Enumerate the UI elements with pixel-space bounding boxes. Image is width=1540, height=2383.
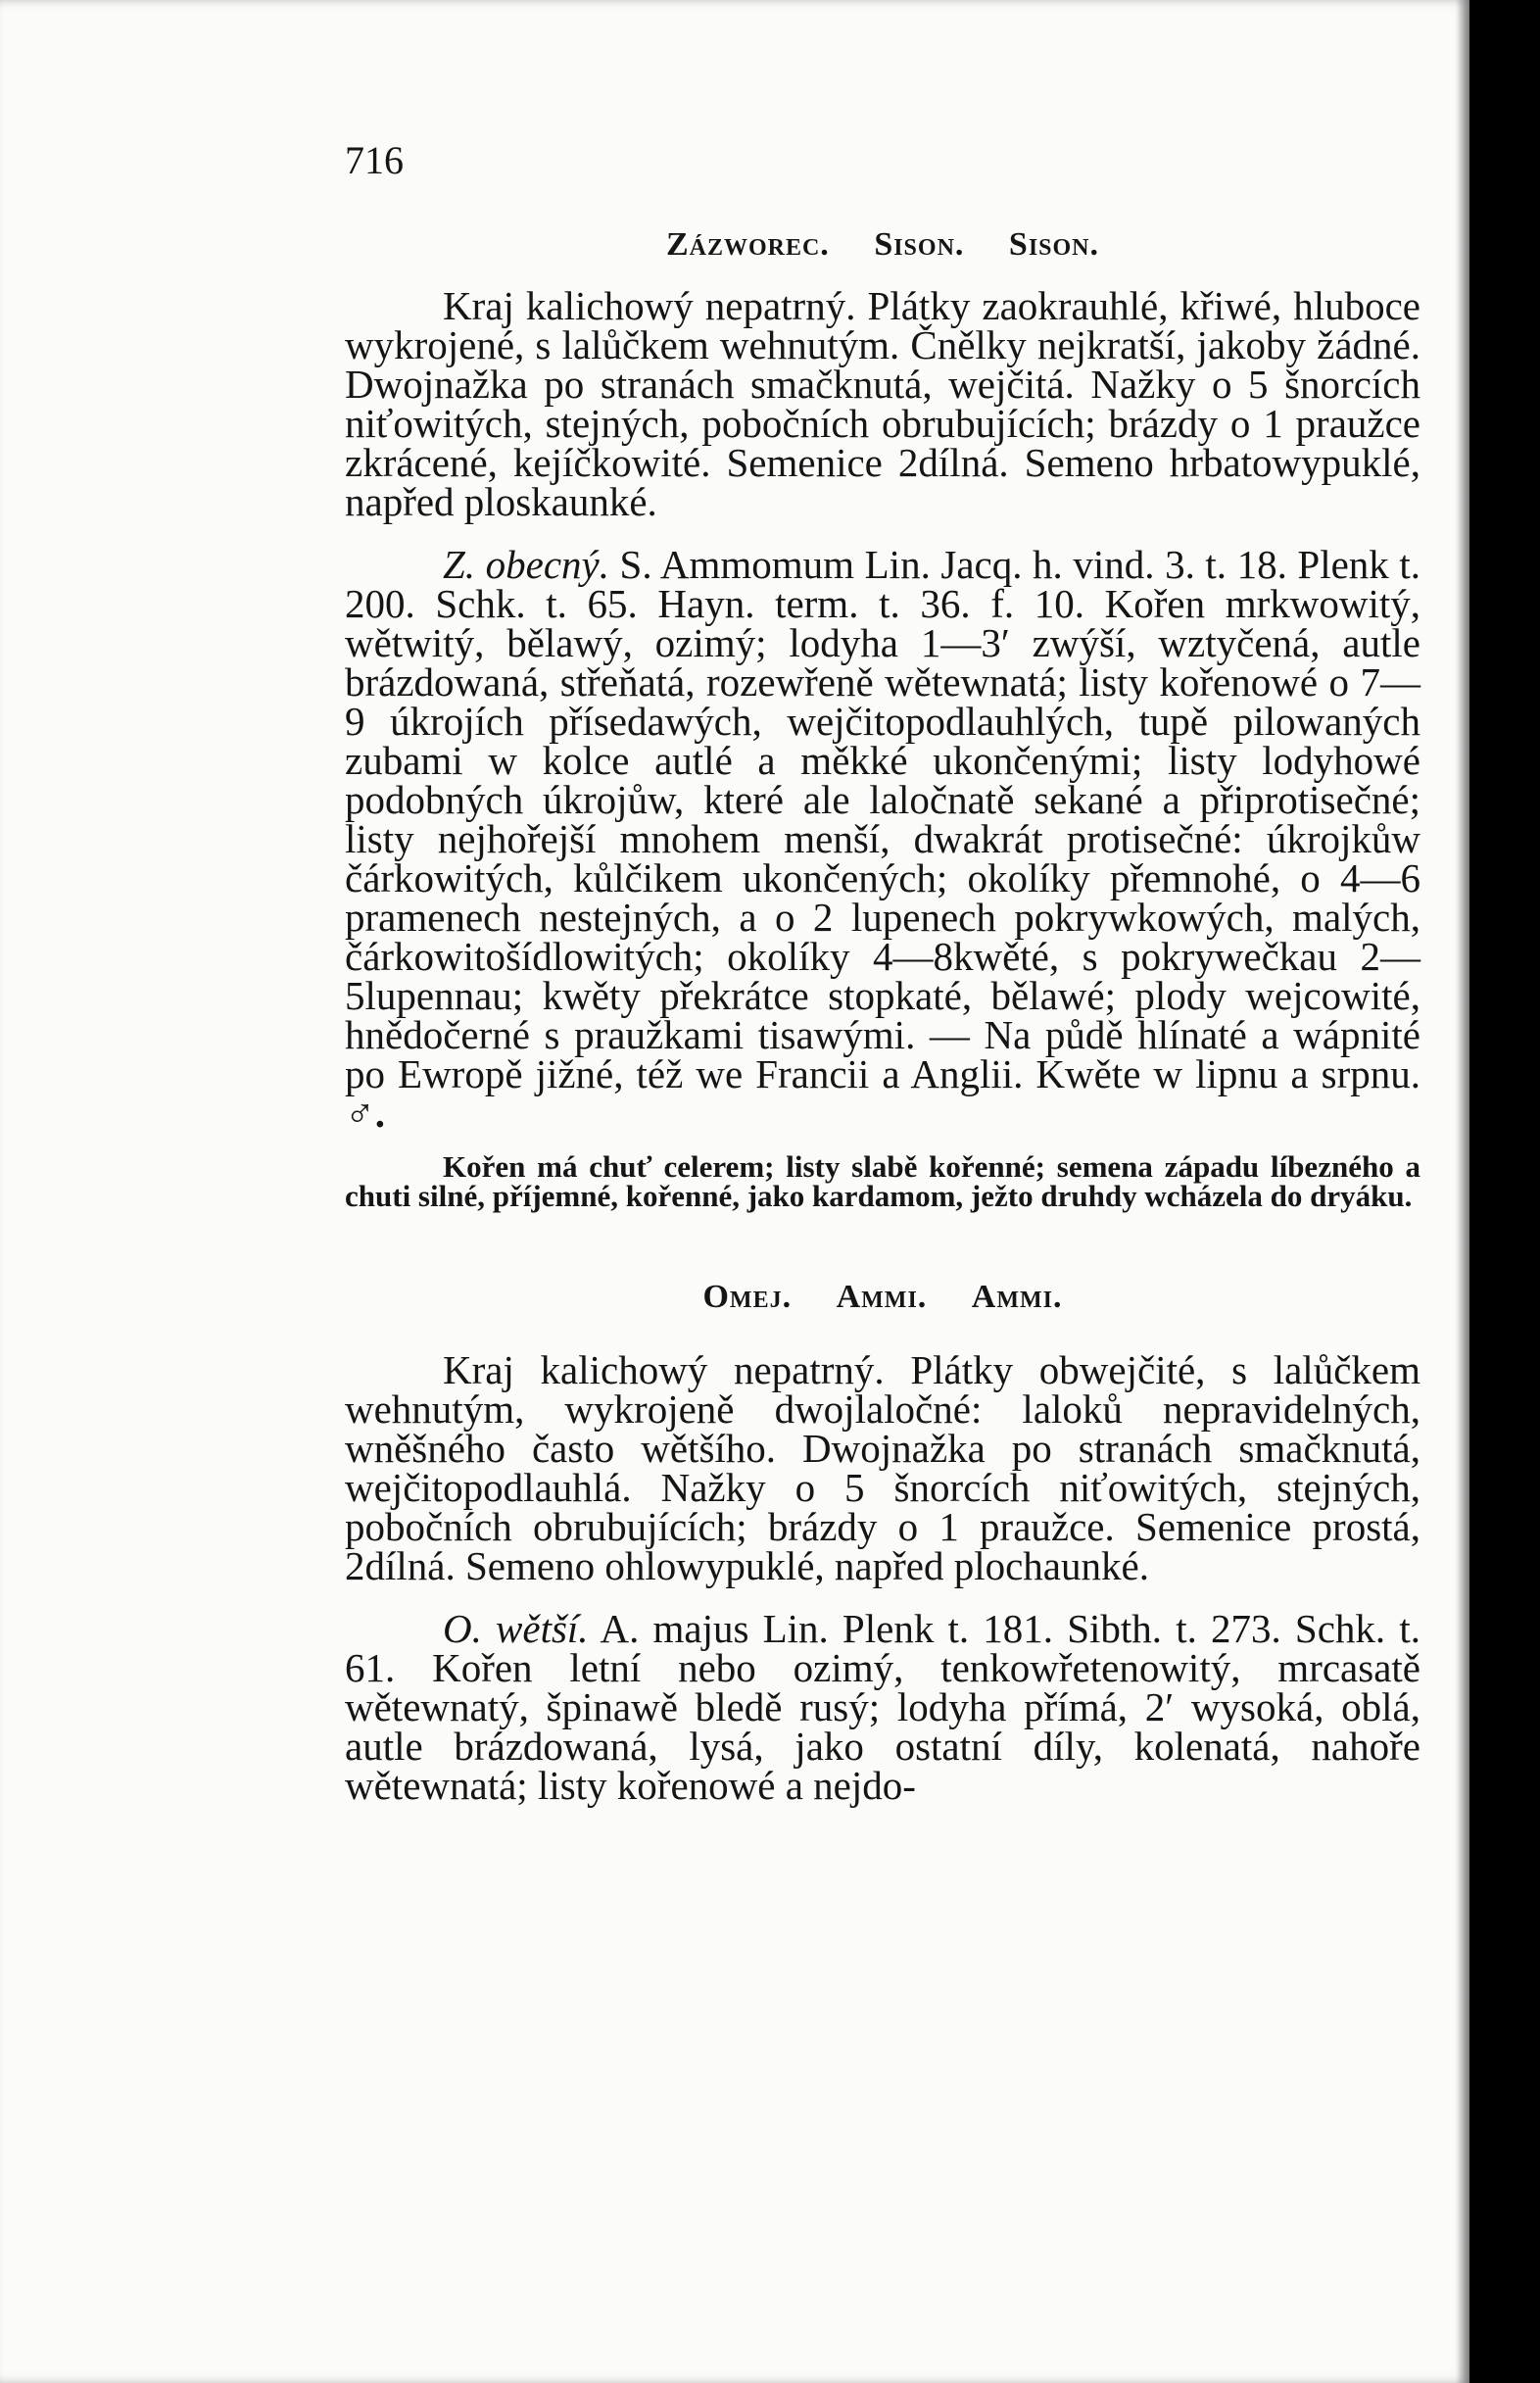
species-text: A. majus Lin. Plenk t. 181. Sibth. t. 273. Schk. t. 61. Kořen letní nebo ozimý, tenkowřetenowitý, mrcasatě wětewnatý, špinawě bledě rusý; lodyha přímá, 2′ wysoká, oblá, autle brázdowaná, lysá, jako ostatní díly, kolenatá, nahoře wětewnatá; listy kořenowé a nejdo- [345,1606,1420,1808]
species-entry [345,1606,1420,1808]
heading-latin: Ammi. [836,1279,928,1315]
species-entry [345,542,1420,1136]
heading-latin-2: Ammi. [971,1279,1063,1315]
species-text: S. Ammomum Lin. Jacq. h. vind. 3. t. 18. Plenk t. 200. Schk. t. 65. Hayn. term. t. 36. f. 10. Kořen mrkwowitý, wětwitý, bělawý, ozimý; lodyha 1—3′ zwýší, wztyčená, autle brázdowaná, střeňatá, rozewřeně wětewnatá; listy kořenowé o 7—9 úkrojích přísedawých, wejčitopodlauhlých, tupě pilowaných zubami w kolce autlé a měkké ukončenými; listy lodyhowé podobných úkrojůw, které ale laločnatě sekané a připrotisečné; listy nejhořejší mnohem menší, dwakrát protisečné: úkrojkůw čárkowitých, kůlčikem ukončených; okolíky přemnohé, o 4—6 pramenech nestejných, a o 2 lupenech pokrywkowých, malých, čárkowitošídlowitých; okolíky 4—8kwěté, s pokrywečkau 2—5lupennau; kwěty překrátce stopkaté, bělawé; plody wejcowité, hnědočerné s praužkami tisawými. — Na půdě hlínaté a wápnité po Ewropě jižné, též we Francii a Anglii. Kwěte w lipnu a srpnu. [345,542,1420,1096]
page-number: 716 [345,138,404,182]
species-name: O. wětší. [443,1606,589,1651]
heading-czech: Omej. [702,1279,793,1315]
heading-latin: Sison. [874,226,965,263]
section-heading-omej [345,1278,1420,1317]
genus-description: Kraj kalichowý nepatrný. Plátky zaokrauhlé, křiwé, hluboce wykrojené, s lalůčkem wehnutým. Čnělky nejkratší, jakoby žádné. Dwojnažka po stranách smačknutá, wejčitá. Nažky o 5 šnorcích niťowitých, stejných, pobočních obrubujících; brázdy o 1 praužce zkrácené, kejíčkowité. Semenice 2dílná. Semeno hrbatowypuklé, napřed ploskaunké. [345,283,1420,524]
duration-symbol: ♂. [345,1091,385,1136]
heading-latin-2: Sison. [1008,226,1100,263]
genus-description: Kraj kalichowý nepatrný. Plátky obwejčité, s lalůčkem wehnutým, wykrojeně dwojlaločné: laloků nepravidelných, wněšného často wětšího. Dwojnažka po stranách smačknutá, wejčitopodlauhlá. Nažky o 5 šnorcích niťowitých, stejných, pobočních obrubujících; brázdy o 1 praužce. Semenice prostá, 2dílná. Semeno ohlowypuklé, napřed plochaunké. [345,1347,1420,1588]
section-heading-zazworec [345,225,1420,265]
heading-czech: Zázworec. [665,226,830,263]
footnote-remark: Kořen má chuť celerem; listy slabě kořenné; semena západu líbezného a chuti silné, příjemné, kořenné, jako kardamom, ježto druhdy wcházela do dryáku. [345,1149,1420,1213]
page-text [345,132,1420,1808]
species-name: Z. obecný. [443,542,609,587]
